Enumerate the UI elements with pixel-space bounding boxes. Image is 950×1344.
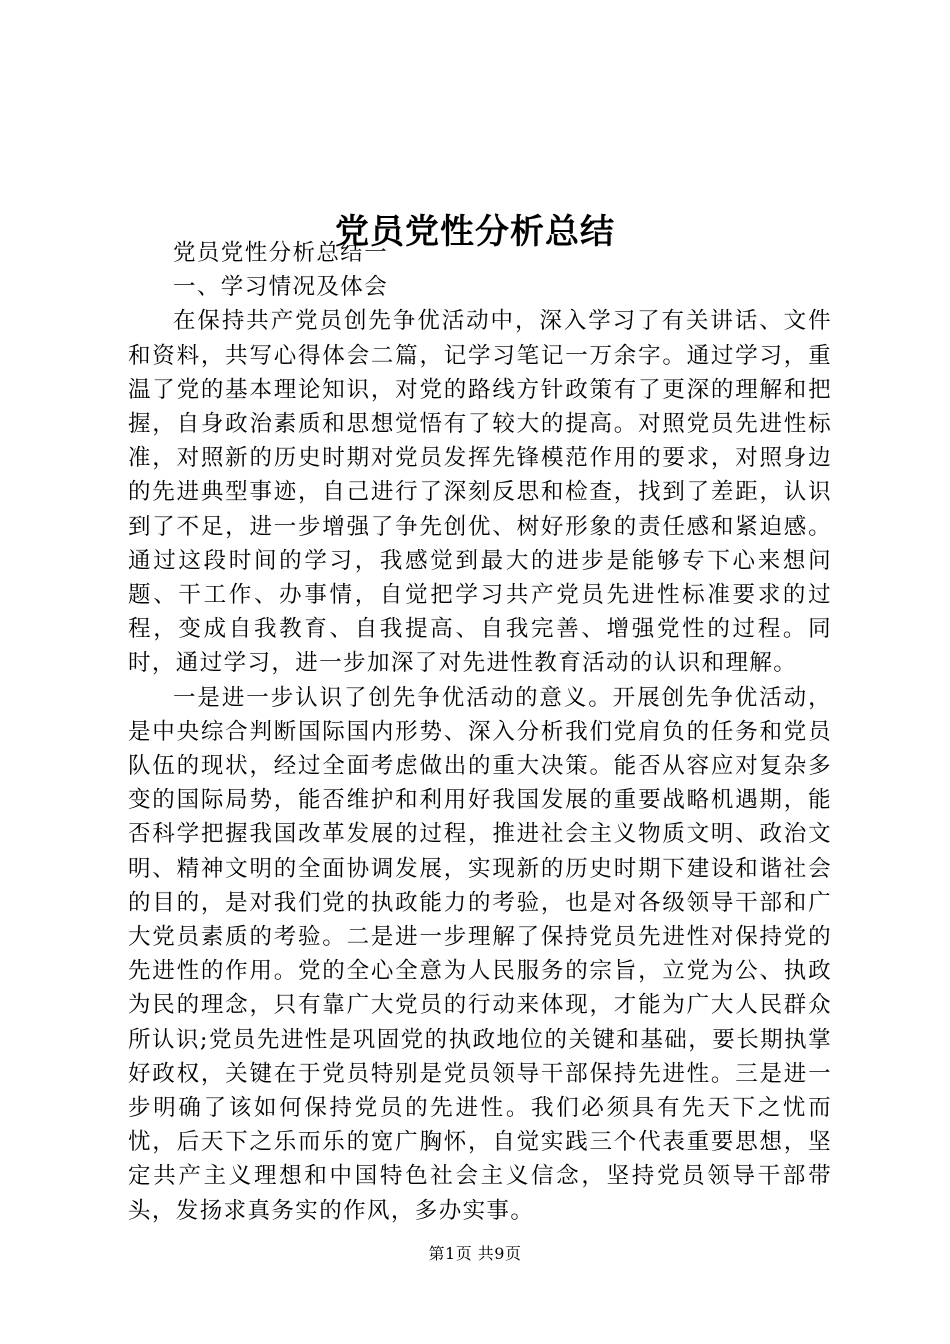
body-paragraph: 在保持共产党员创先争优活动中，深入学习了有关讲话、文件和资料，共写心得体会二篇，记学习笔记一万余字。通过学习，重温了党的基本理论知识，对党的路线方针政策有了更深的理解和把握，自身政治素质和思想觉悟有了较大的提高。对照党员先进性标准，对照新的历史时期对党员发挥先锋模范作用的要求，对照身边的先进典型事迹，自己进行了深刻反思和检查，找到了差距，认识到了不足，进一步增强了争先创优、树好形象的责任感和紧迫感。通过这段时间的学习，我感觉到最大的进步是能够专下心来想问题、干工作、办事情，自觉把学习共产党员先进性标准要求的过程，变成自我教育、自我提高、自我完善、增强党性的过程。同时，通过学习，进一步加深了对先进性教育活动的认识和理解。 [128,308,832,677]
page-footer: 第1页 共9页 [428,1244,522,1263]
section-heading: 一、学习情况及体会 [173,274,389,301]
subtitle-paragraph: 党员党性分析总结一 [173,240,389,266]
document-body [128,236,832,1228]
document-title: 党员党性分析总结 [335,211,615,252]
body-paragraph: 一是进一步认识了创先争优活动的意义。开展创先争优活动，是中央综合判断国际国内形势、深入分析我们党肩负的任务和党员队伍的现状，经过全面考虑做出的重大决策。能否从容应对复杂多变的国际局势，能否维护和利用好我国发展的重要战略机遇期，能否科学把握我国改革发展的过程，推进社会主义物质文明、政治文明、精神文明的全面协调发展，实现新的历史时期下建设和谐社会的目的，是对我们党的执政能力的考验，也是对各级领导干部和广大党员素质的考验。二是进一步理解了保持党员先进性对保持党的先进性的作用。党的全心全意为人民服务的宗旨，立党为公、执政为民的理念，只有靠广大党员的行动来体现，才能为广大人民群众所认识;党员先进性是巩固党的执政地位的关键和基础，要长期执掌好政权，关键在于党员特别是党员领导干部保持先进性。三是进一步明确了该如何保持党员的先进性。我们必须具有先天下之忧而忧，后天下之乐而乐的宽广胸怀，自觉实践三个代表重要思想，坚定共产主义理想和中国特色社会主义信念，坚持党员领导干部带头，发扬求真务实的作风，多办实事。 [128,684,832,1224]
